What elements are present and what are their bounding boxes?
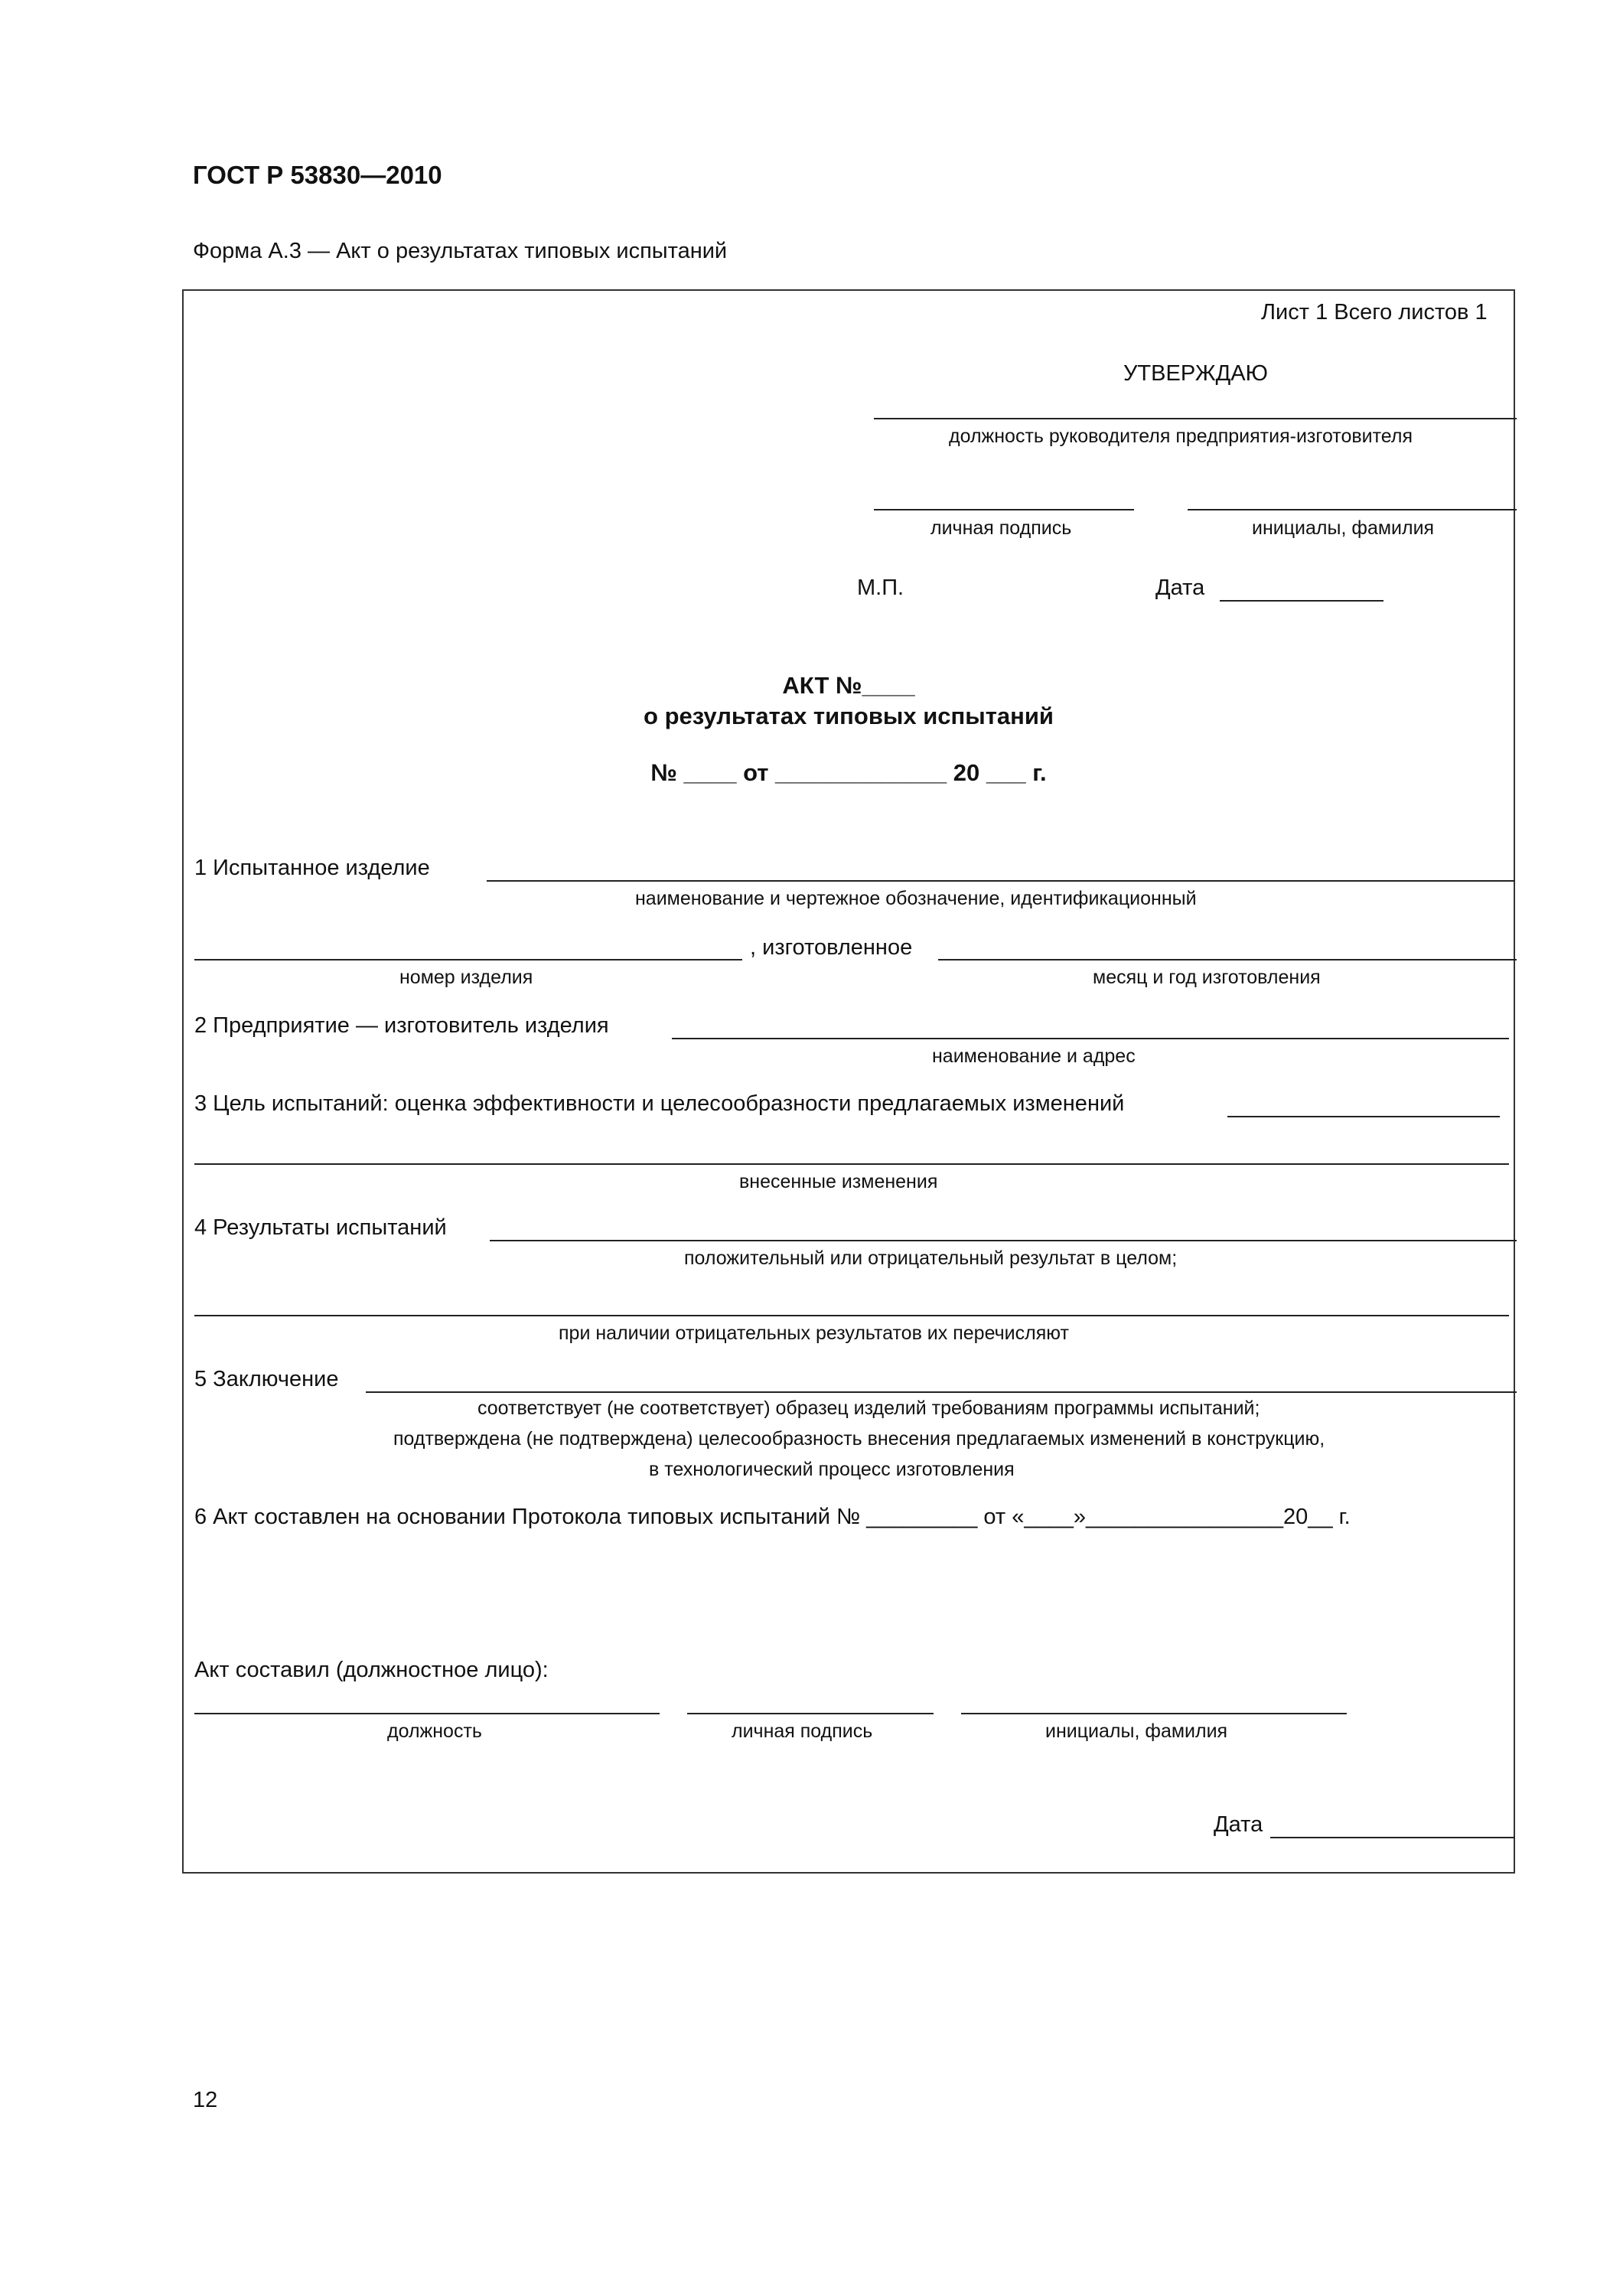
initials-caption: инициалы, фамилия bbox=[1252, 517, 1435, 539]
item4-caption1: положительный или отрицательный результат в целом; bbox=[684, 1247, 1178, 1269]
approve-label: УТВЕРЖДАЮ bbox=[1123, 361, 1268, 386]
item2-label: 2 Предприятие — изготовитель изделия bbox=[194, 1013, 609, 1038]
position-line bbox=[874, 418, 1517, 419]
item1-label: 1 Испытанное изделие bbox=[194, 856, 430, 880]
author-signature-caption: личная подпись bbox=[732, 1720, 873, 1742]
item2-caption: наименование и адрес bbox=[932, 1045, 1136, 1067]
act-title: АКТ №____ bbox=[782, 672, 915, 699]
author-position-caption: должность bbox=[387, 1720, 482, 1742]
signature-caption: личная подпись bbox=[930, 517, 1072, 539]
item1-month-line bbox=[938, 959, 1517, 960]
item1-caption: наименование и чертежное обозначение, идентификационный bbox=[635, 888, 1197, 909]
item4-caption2: при наличии отрицательных результатов их перечисляют bbox=[559, 1322, 1069, 1344]
author-initials-caption: инициалы, фамилия bbox=[1045, 1720, 1228, 1742]
act-number-date: № ____ от _____________ 20 ___ г. bbox=[650, 759, 1047, 786]
signoff-date-line bbox=[1270, 1837, 1515, 1838]
item2-line bbox=[672, 1038, 1509, 1039]
page-number: 12 bbox=[193, 2088, 218, 2112]
item3-label: 3 Цель испытаний: оценка эффективности и целесообразности предлагаемых изменений bbox=[194, 1091, 1125, 1116]
item1-line bbox=[487, 880, 1515, 882]
item4-label: 4 Результаты испытаний bbox=[194, 1215, 447, 1240]
author-position-line bbox=[194, 1713, 660, 1714]
approval-date-label: Дата bbox=[1155, 576, 1205, 600]
item5-caption1: соответствует (не соответствует) образец изделий требованиям программы испытаний; bbox=[477, 1397, 1260, 1419]
signature-line bbox=[874, 509, 1134, 510]
author-signature-line bbox=[687, 1713, 934, 1714]
item5-caption2: подтверждена (не подтверждена) целесообразность внесения предлагаемых изменений в конструкцию, bbox=[393, 1428, 1325, 1450]
sheet-info: Лист 1 Всего листов 1 bbox=[1261, 300, 1488, 325]
item5-line bbox=[366, 1391, 1517, 1393]
item5-caption3: в технологический процесс изготовления bbox=[649, 1459, 1015, 1480]
approval-date-line bbox=[1220, 600, 1383, 602]
initials-line bbox=[1188, 509, 1517, 510]
signoff-date-label: Дата bbox=[1214, 1812, 1263, 1837]
item1-number-caption: номер изделия bbox=[399, 967, 533, 988]
item3-changes-line bbox=[194, 1163, 1509, 1165]
position-caption: должность руководителя предприятия-изготовителя bbox=[949, 426, 1413, 447]
item4-line bbox=[490, 1240, 1517, 1241]
stamp-label: М.П. bbox=[857, 576, 904, 600]
item1-number-line bbox=[194, 959, 742, 960]
item1-made-label: , изготовленное bbox=[750, 935, 913, 960]
standard-code: ГОСТ Р 53830—2010 bbox=[193, 161, 442, 189]
item4-negative-line bbox=[194, 1315, 1509, 1316]
form-caption: Форма А.3 — Акт о результатах типовых испытаний bbox=[193, 239, 728, 263]
item3-caption: внесенные изменения bbox=[739, 1171, 938, 1192]
act-subtitle: о результатах типовых испытаний bbox=[644, 703, 1054, 729]
item3-line bbox=[1227, 1116, 1500, 1117]
author-initials-line bbox=[961, 1713, 1347, 1714]
item6-text: 6 Акт составлен на основании Протокола типовых испытаний № _________ от «____»________________20__ г. bbox=[194, 1505, 1351, 1529]
item5-label: 5 Заключение bbox=[194, 1367, 339, 1391]
item1-month-caption: месяц и год изготовления bbox=[1093, 967, 1321, 988]
author-label: Акт составил (должностное лицо): bbox=[194, 1658, 549, 1682]
